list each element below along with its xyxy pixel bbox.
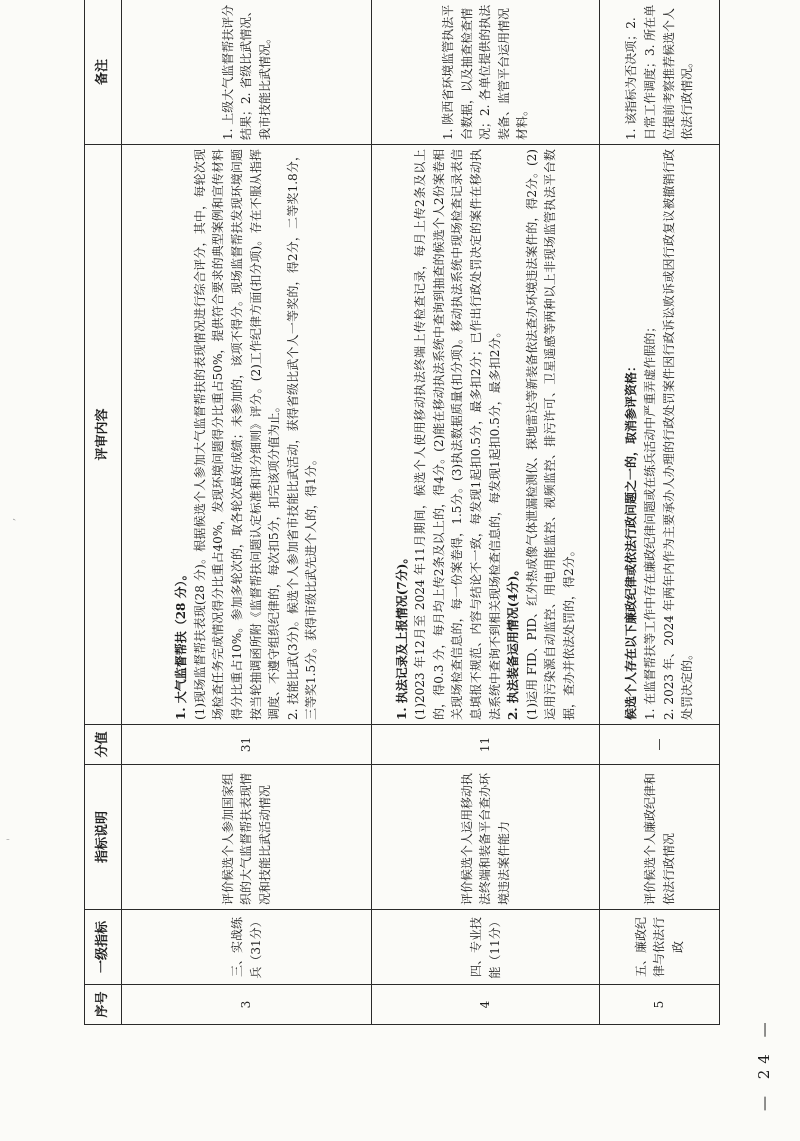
content-line: 候选个人存在以下廉政纪律或依法行政问题之一的，取消参评资格： bbox=[624, 359, 639, 720]
remarks: 1. 上级大气监督帮扶评分结果；2. 省级比武情况、我市技能比武情况。 bbox=[122, 0, 372, 145]
header-cell: 备注 bbox=[85, 0, 122, 145]
content-line: 1. 执法记录及上报情况(7分)。 bbox=[394, 551, 409, 720]
content-line: (1)2023 年12月至 2024 年11月期间，候选个人使用移动执法终端上传检查记录，每月上传2条及以上的，得0.3 分，每月均上传2条及以上的，得4分。(2)能在移动执法系统中查询到抽查的候选个人2份案卷相关现场检查信息的，每一份案卷得，1.5分。(3)执法数据质量(扣分项)。移动执法系统中现场检查记录表信息填报不规范、内容与结论不一致，每发现1起扣0.5分，最多扣2分；已作出行政处罚决定的案件在移动执法系统中查询不到相关现场检查信息的，每发现1起扣0.5分，最多扣2分。 bbox=[413, 149, 502, 720]
header-cell: 评审内容 bbox=[85, 145, 122, 725]
table-row bbox=[122, 0, 372, 1025]
review-content bbox=[122, 145, 372, 725]
indicator-description: 评价候选个人廉政纪律和依法行政情况 bbox=[600, 765, 720, 910]
header-cell: 分值 bbox=[85, 725, 122, 765]
content-line: 2. 2023 年、2024 年两年内作为主要承办人办理的行政处罚案件因行政诉讼败诉或因行政复议被撤销行政处罚决定的。 bbox=[661, 149, 695, 720]
content-line: 1. 在监督帮扶等工作中存在廉政纪律问题或在练兵活动中严重弄虚作假的； bbox=[642, 320, 657, 720]
row-number: 3 bbox=[122, 985, 372, 1025]
score-value: — bbox=[600, 725, 720, 765]
content-line: 2. 执法装备运用情况(4分)。 bbox=[506, 563, 521, 720]
row-number: 5 bbox=[600, 985, 720, 1025]
primary-indicator: 四、专业技能（11分） bbox=[372, 910, 600, 985]
content-line: 1. 大气监督帮扶（28 分）。 bbox=[174, 568, 189, 720]
content-line: (1)运用 FID、PID、红外热成像气体泄漏检测仪、探地雷达等新装备依法查办环境违法案件的，得2分。(2)运用污染源自动监控、用电用能监控、视频监控、排污许可、卫星遥感等两种以上非现场监管执法平台数据，查办并依法处罚的，得2分。 bbox=[524, 149, 576, 720]
scan-mark: ' bbox=[6, 838, 17, 841]
primary-indicator: 五、廉政纪律与依法行政 bbox=[600, 910, 720, 985]
indicator-description: 评价候选个人运用移动执法终端和装备平台查办环境违法案件能力 bbox=[372, 765, 600, 910]
primary-indicator: 三、实战练兵（31分） bbox=[122, 910, 372, 985]
table-row bbox=[600, 0, 720, 1025]
page-number: — 24 — bbox=[755, 1016, 773, 1111]
score-value: 31 bbox=[122, 725, 372, 765]
evaluation-table bbox=[84, 0, 720, 1025]
table-header-row bbox=[85, 0, 122, 1025]
header-cell: 一级指标 bbox=[85, 910, 122, 985]
row-number: 4 bbox=[372, 985, 600, 1025]
header-cell: 序号 bbox=[85, 985, 122, 1025]
remarks: 1. 该指标为否决项；2. 日常工作调度；3. 所在单位提前考察推荐候选个人依法行政情况。 bbox=[600, 0, 720, 145]
review-content bbox=[600, 145, 720, 725]
table-row bbox=[372, 0, 600, 1025]
remarks: 1. 陕西省环境监管执法平台数据，以及抽查检查情况；2. 各单位提供的执法装备、监管平台运用情况材料。 bbox=[372, 0, 600, 145]
review-content bbox=[372, 145, 600, 725]
score-value: 11 bbox=[372, 725, 600, 765]
content-line: 2. 技能比武(3分)。候选个人参加省市技能比武活动，获得省级比武个人一等奖的，得2分，二等奖1.8分，三等奖1.5分。获得市级比武先进个人的，得1分。 bbox=[285, 149, 319, 720]
indicator-description: 评价候选个人参加国家组织的大气监督帮扶表现情况和技能比武活动情况 bbox=[122, 765, 372, 910]
scan-mark: , bbox=[6, 517, 17, 521]
header-cell: 指标说明 bbox=[85, 765, 122, 910]
content-line: (1)现场监督帮扶表现(28 分)。根据候选个人参加大气监督帮扶的表现情况进行综合评分，其中，每轮次现场检查任务完成情况得分比重占40%，发现环境问题得分比重占50%，提供符合要求的典型案例和宣传材料得分比重占10%。参加多轮次的，取各轮次最好成绩；未参加的，该项不得分。现场监督帮扶发现环境问题按当轮抽调函所附《监督帮扶问题认定标准和评分细则》评分。(2)工作纪律方面(扣分项)。存在不服从指挥调度、不遵守组织纪律的，每次扣5分，扣完该项分值为止。 bbox=[192, 149, 282, 720]
